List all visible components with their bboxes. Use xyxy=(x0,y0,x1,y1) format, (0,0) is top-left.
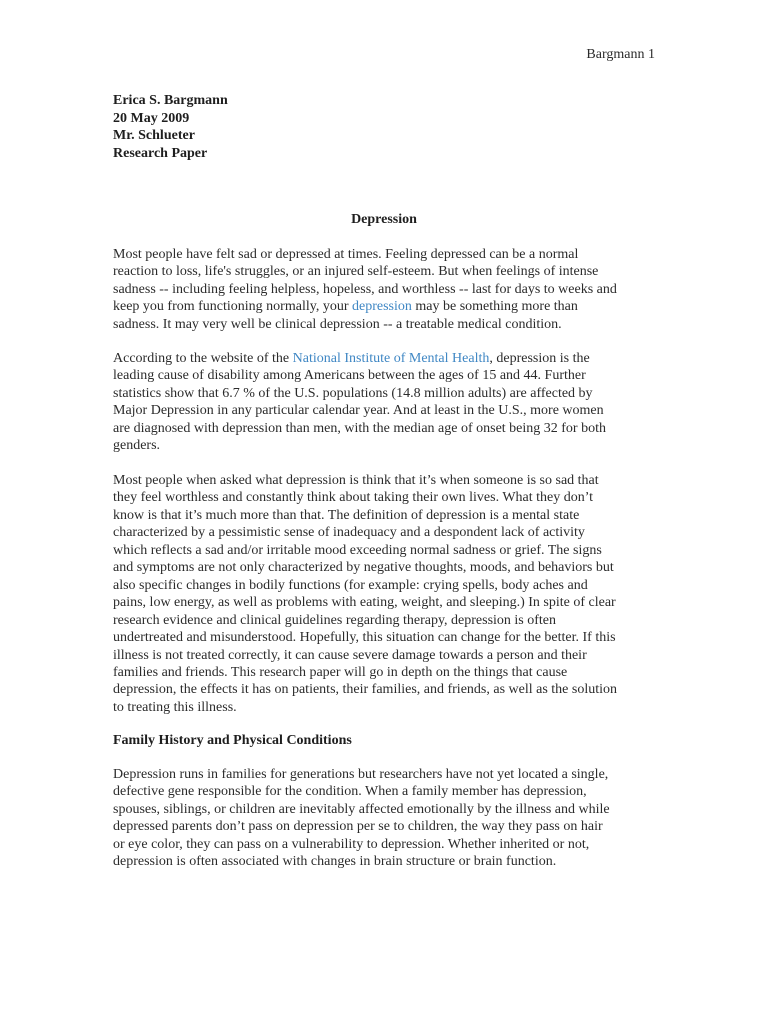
text-line: leading cause of disability among Americans between the ages of 15 and 44. Further xyxy=(113,368,586,384)
text-line: characterized by a pessimistic sense of inadequacy and a despondent lack of activity xyxy=(113,525,585,541)
text-line: pains, low energy, as well as problems with eating, weight, and sleeping.) In spite of clear xyxy=(113,595,616,611)
author-name: Erica S. Bargmann xyxy=(113,93,228,108)
text-line: keep you from functioning normally, your depression may be something more than xyxy=(113,299,578,315)
text-line: which reflects a sad and/or irritable mood exceeding normal sadness or grief. The signs xyxy=(113,542,602,558)
text-line: Major Depression in any particular calendar year. And at least in the U.S., more women xyxy=(113,403,604,419)
text-line: Depression runs in families for generations but researchers have not yet located a single, xyxy=(113,767,609,782)
text-line: defective gene responsible for the condition. When a family member has depression, xyxy=(113,784,587,800)
text-line: know is that it’s much more than that. The definition of depression is a mental state xyxy=(113,507,580,523)
text-line: families and friends. This research paper will go in depth on the things that cause xyxy=(113,664,568,680)
course-name: Research Paper xyxy=(113,145,208,161)
section-heading: Family History and Physical Conditions xyxy=(113,733,352,748)
text-line: undertreated and misunderstood. Hopefully, this situation can change for the better. If this xyxy=(113,630,616,646)
text-line: and symptoms are not only characterized by negative thoughts, moods, and behaviors but xyxy=(113,560,614,576)
text-line: research evidence and clinical guidelines regarding therapy, depression is often xyxy=(113,612,557,628)
nimh-link[interactable]: National Institute of Mental Health xyxy=(292,351,490,366)
text-line: statistics show that 6.7 % of the U.S. populations (14.8 million adults) are affected by xyxy=(113,385,593,401)
text-line: illness is not treated correctly, it can cause severe damage towards a person and their xyxy=(113,647,587,663)
paper-title: Depression xyxy=(351,212,417,227)
text-line: depression is often associated with changes in brain structure or brain function. xyxy=(113,854,557,870)
text-line: reaction to loss, life's struggles, or an injured self-esteem. But when feelings of intense xyxy=(113,264,599,280)
depression-link[interactable]: depression xyxy=(351,299,412,315)
teacher-name: Mr. Schlueter xyxy=(113,128,195,143)
paragraph-family-history xyxy=(113,766,660,871)
text-line: also specific changes in bodily functions (for example: crying spells, body aches and xyxy=(113,577,588,593)
text-line: sadness -- including feeling helpless, hopeless, and worthless -- last for days to weeks and xyxy=(113,281,617,297)
paragraph-definition xyxy=(113,472,660,716)
header-block xyxy=(113,92,228,162)
text-line: are diagnosed with depression than men, with the median age of onset being 32 for both xyxy=(113,420,606,436)
text-line: depressed parents don’t pass on depression per se to children, the way they pass on hair xyxy=(113,819,603,835)
text-line: they feel worthless and constantly think about taking their own lives. What they don’t xyxy=(113,490,594,506)
text-line: Most people when asked what depression is think that it’s when someone is so sad that xyxy=(113,473,599,488)
paragraph-intro xyxy=(113,246,660,333)
text-line: genders. xyxy=(113,438,161,454)
text-line: to treating this illness. xyxy=(113,699,237,715)
text-line: depression, the effects it has on patients, their families, and friends, as well as the solution xyxy=(113,682,618,698)
running-head: Bargmann 1 xyxy=(586,47,655,62)
text-line: spouses, siblings, or children are inevitably affected emotionally by the illness and while xyxy=(113,801,610,817)
text-line: or eye color, they can pass on a vulnerability to depression. Whether inherited or not, xyxy=(113,836,590,852)
paragraph-statistics xyxy=(113,350,660,455)
text-line: Most people have felt sad or depressed at times. Feeling depressed can be a normal xyxy=(113,247,579,262)
text-line: According to the website of the National Institute of Mental Health, depression is the xyxy=(113,351,590,366)
paper-date: 20 May 2009 xyxy=(113,110,190,126)
text-line: sadness. It may very well be clinical depression -- a treatable medical condition. xyxy=(113,316,562,332)
